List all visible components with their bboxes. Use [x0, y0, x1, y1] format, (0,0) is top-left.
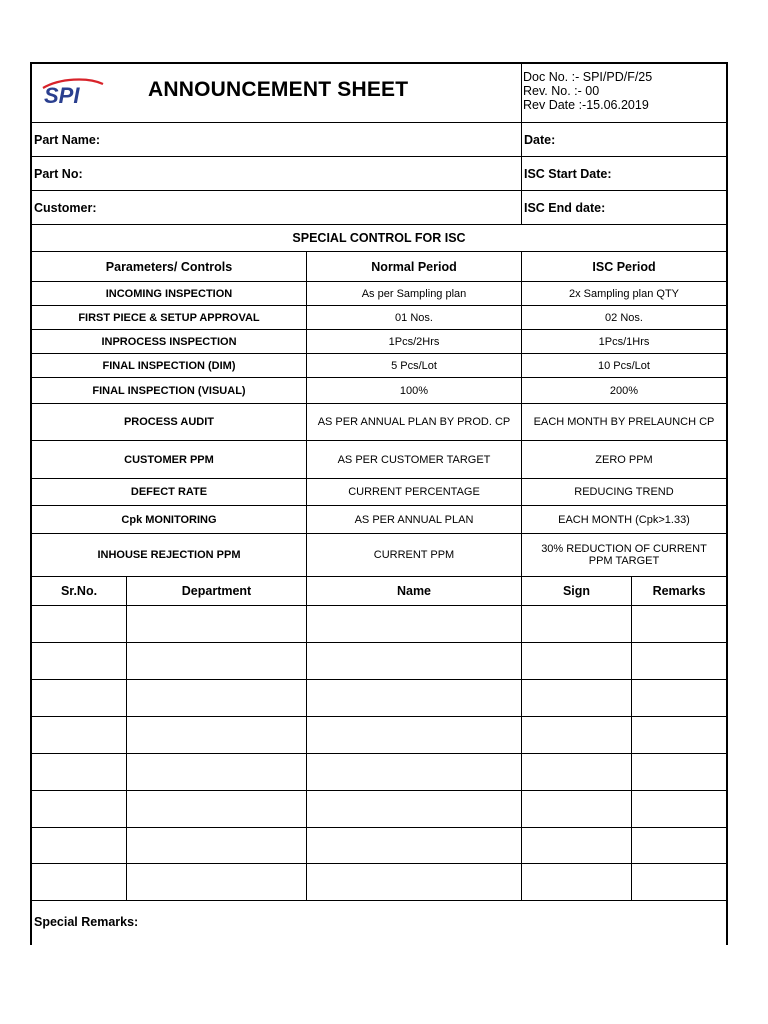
sign-cell-department[interactable]: [126, 606, 306, 642]
params-header-isc: ISC Period: [521, 252, 726, 281]
param-normal: 5 Pcs/Lot: [306, 354, 521, 377]
param-isc: 1Pcs/1Hrs: [521, 330, 726, 353]
sign-cell-remarks[interactable]: [631, 864, 726, 900]
rev-no: Rev. No. :- 00: [523, 84, 600, 98]
param-isc: 30% REDUCTION OF CURRENT PPM TARGET: [521, 534, 726, 576]
sign-cell-sign[interactable]: [521, 864, 631, 900]
params-row: [32, 506, 726, 534]
sign-cell-sign[interactable]: [521, 791, 631, 827]
sign-cell-name[interactable]: [306, 864, 521, 900]
param-normal: CURRENT PERCENTAGE: [306, 479, 521, 505]
sign-row: [32, 643, 726, 680]
sign-cell-remarks[interactable]: [631, 606, 726, 642]
announcement-sheet: [30, 62, 728, 945]
param-normal: AS PER CUSTOMER TARGET: [306, 441, 521, 478]
customer-label: Customer:: [34, 200, 97, 215]
params-row: [32, 306, 726, 330]
sign-cell-name[interactable]: [306, 791, 521, 827]
sign-cell-sign[interactable]: [521, 606, 631, 642]
params-header-row: [32, 252, 726, 282]
param-name: Cpk MONITORING: [121, 513, 217, 526]
param-isc: ZERO PPM: [521, 441, 726, 478]
sign-cell-department[interactable]: [126, 864, 306, 900]
params-row: [32, 330, 726, 354]
special-remarks-label: Special Remarks:: [34, 915, 139, 929]
param-isc: EACH MONTH BY PRELAUNCH CP: [521, 404, 726, 440]
doc-no: Doc No. :- SPI/PD/F/25: [523, 70, 653, 84]
sign-row: [32, 791, 726, 828]
sign-header-remarks: Remarks: [631, 577, 726, 605]
sign-row: [32, 717, 726, 754]
part-name-label: Part Name:: [34, 132, 100, 147]
rev-date: Rev Date :-15.06.2019: [523, 98, 649, 112]
sign-cell-name[interactable]: [306, 754, 521, 790]
sign-header-sign: Sign: [521, 577, 631, 605]
sign-header-srno: Sr.No.: [60, 584, 98, 598]
sign-cell-remarks[interactable]: [631, 791, 726, 827]
param-name: INPROCESS INSPECTION: [101, 335, 237, 348]
params-header-parameters: Parameters/ Controls: [105, 259, 233, 274]
sign-header-row: [32, 577, 726, 606]
params-row: [32, 378, 726, 404]
special-remarks-area[interactable]: [32, 901, 726, 945]
sign-cell-name[interactable]: [306, 606, 521, 642]
customer-row: [32, 191, 726, 225]
sign-cell-remarks[interactable]: [631, 828, 726, 863]
sign-header-name: Name: [306, 577, 521, 605]
param-normal: 100%: [306, 378, 521, 403]
section-title-row: [32, 225, 726, 252]
part-no-row: [32, 157, 726, 191]
sign-cell-remarks[interactable]: [631, 754, 726, 790]
sign-cell-srno[interactable]: [32, 680, 126, 716]
sign-row: [32, 828, 726, 864]
sign-cell-department[interactable]: [126, 754, 306, 790]
params-row: [32, 534, 726, 577]
param-name: PROCESS AUDIT: [123, 416, 215, 428]
sign-cell-department[interactable]: [126, 643, 306, 679]
sign-cell-name[interactable]: [306, 643, 521, 679]
param-name: FINAL INSPECTION (VISUAL): [92, 384, 246, 397]
params-row: [32, 479, 726, 506]
spi-logo: [40, 76, 106, 106]
sign-cell-remarks[interactable]: [631, 717, 726, 753]
param-isc: 02 Nos.: [521, 306, 726, 329]
sign-row: [32, 680, 726, 717]
param-normal: 1Pcs/2Hrs: [306, 330, 521, 353]
section-title: SPECIAL CONTROL FOR ISC: [292, 231, 466, 245]
sign-cell-srno[interactable]: [32, 606, 126, 642]
sign-header-department: Department: [126, 577, 306, 605]
sign-row: [32, 606, 726, 643]
header-row: [32, 64, 726, 123]
params-row: [32, 441, 726, 479]
sign-cell-remarks[interactable]: [631, 643, 726, 679]
params-row: [32, 404, 726, 441]
param-normal: 01 Nos.: [306, 306, 521, 329]
sign-cell-sign[interactable]: [521, 643, 631, 679]
param-name: DEFECT RATE: [130, 486, 208, 498]
sign-row: [32, 864, 726, 901]
sign-cell-srno[interactable]: [32, 864, 126, 900]
param-isc: REDUCING TREND: [521, 479, 726, 505]
sign-cell-sign[interactable]: [521, 680, 631, 716]
param-isc: 2x Sampling plan QTY: [521, 282, 726, 305]
doc-info: [523, 70, 652, 112]
sign-cell-name[interactable]: [306, 717, 521, 753]
param-name: FINAL INSPECTION (DIM): [102, 359, 236, 372]
date-label: Date:: [521, 123, 726, 156]
sign-cell-name[interactable]: [306, 828, 521, 863]
params-row: [32, 282, 726, 306]
sign-cell-department[interactable]: [126, 680, 306, 716]
isc-end-label: ISC End date:: [521, 191, 726, 224]
sign-cell-name[interactable]: [306, 680, 521, 716]
param-name: CUSTOMER PPM: [124, 453, 214, 466]
params-header-normal: Normal Period: [306, 252, 521, 281]
param-normal: AS PER ANNUAL PLAN BY PROD. CP: [306, 404, 521, 440]
sign-cell-department[interactable]: [126, 791, 306, 827]
param-isc: 200%: [521, 378, 726, 403]
sign-cell-department[interactable]: [126, 828, 306, 863]
sign-cell-sign[interactable]: [521, 754, 631, 790]
isc-start-label: ISC Start Date:: [521, 157, 726, 190]
params-row: [32, 354, 726, 378]
part-name-row: [32, 123, 726, 157]
param-normal: CURRENT PPM: [306, 534, 521, 576]
param-name: INHOUSE REJECTION PPM: [97, 549, 241, 561]
svg-text:SPI: SPI: [44, 83, 80, 106]
param-name: FIRST PIECE & SETUP APPROVAL: [78, 311, 260, 324]
sign-cell-srno[interactable]: [32, 643, 126, 679]
sign-cell-srno[interactable]: [32, 717, 126, 753]
param-name: INCOMING INSPECTION: [105, 287, 233, 300]
sign-cell-department[interactable]: [126, 717, 306, 753]
param-isc: EACH MONTH (Cpk>1.33): [521, 506, 726, 533]
sign-cell-sign[interactable]: [521, 717, 631, 753]
sign-cell-remarks[interactable]: [631, 680, 726, 716]
param-normal: As per Sampling plan: [306, 282, 521, 305]
param-isc: 10 Pcs/Lot: [521, 354, 726, 377]
page-title: ANNOUNCEMENT SHEET: [148, 78, 409, 101]
sign-cell-sign[interactable]: [521, 828, 631, 863]
sign-row: [32, 754, 726, 791]
part-no-label: Part No:: [34, 166, 83, 181]
sign-cell-srno[interactable]: [32, 754, 126, 790]
param-normal: AS PER ANNUAL PLAN: [306, 506, 521, 533]
sign-cell-srno[interactable]: [32, 791, 126, 827]
sign-cell-srno[interactable]: [32, 828, 126, 863]
